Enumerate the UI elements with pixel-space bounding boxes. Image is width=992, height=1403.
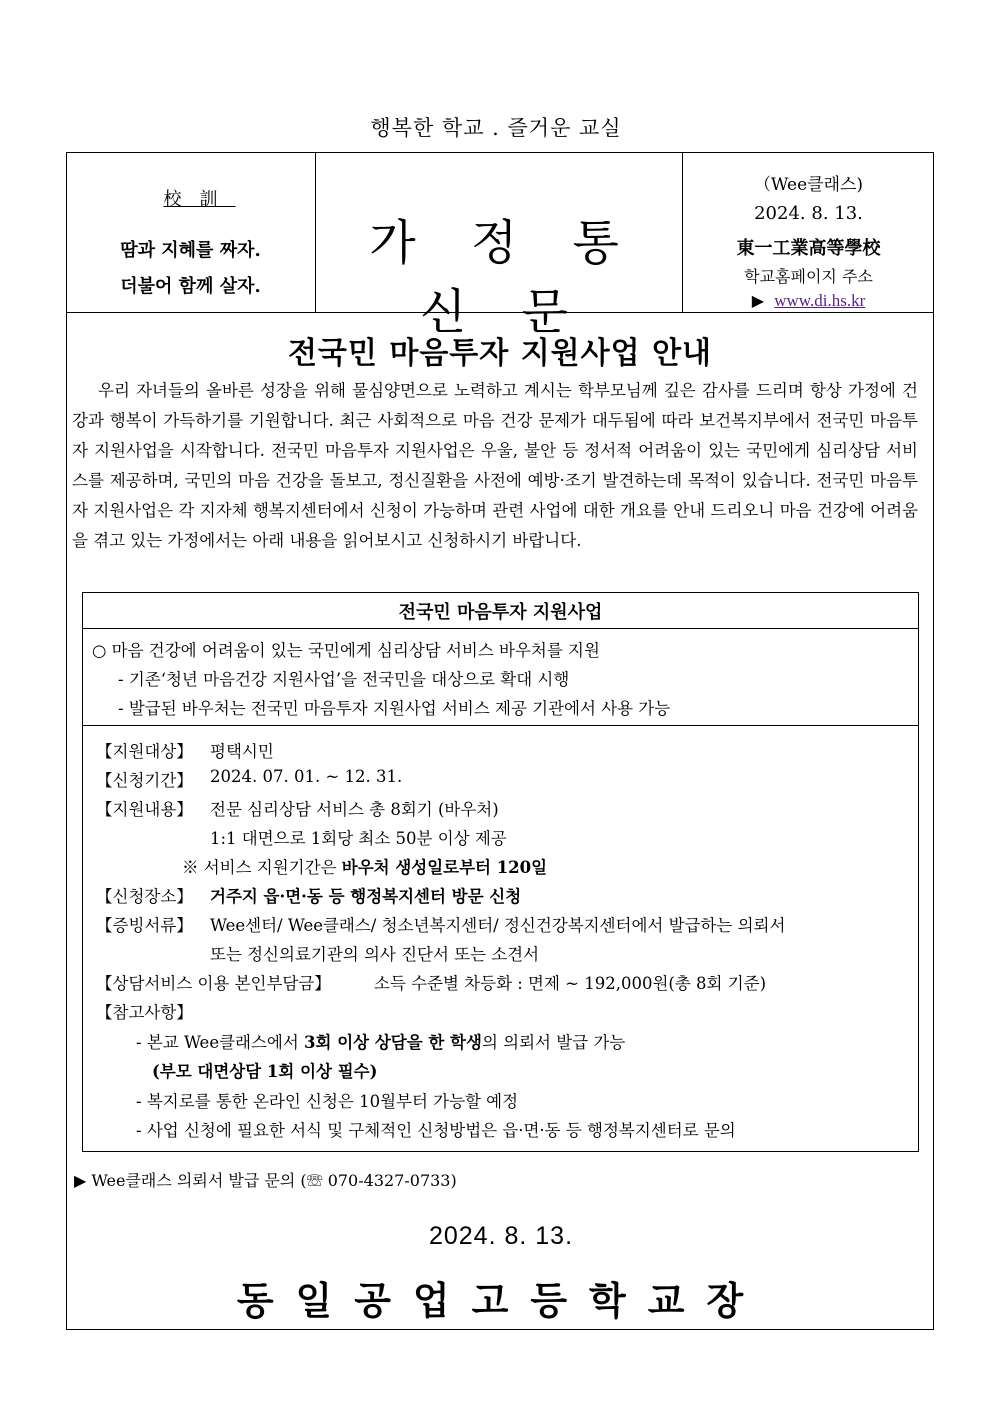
school-name: 東一工業高等學校 (736, 238, 881, 259)
top-slogan: 행복한 학교 . 즐거운 교실 (370, 116, 622, 140)
program-box-title: 전국민 마음투자 지원사업 (398, 602, 603, 623)
newsletter-title: 가 정 통 신 문 (369, 215, 639, 340)
arrow-icon: ▶ (751, 291, 765, 310)
school-motto-title: 校訓 (163, 189, 236, 210)
target-value: 평택시민 (210, 742, 274, 761)
summary-line: - 기존‘청년 마음건강 지원사업’을 전국민을 대상으로 확대 시행 (118, 670, 570, 689)
homepage-label: 학교홈페이지 주소 (744, 267, 873, 286)
document-title: 전국민 마음투자 지원사업 안내 (287, 336, 713, 371)
docs-value: 또는 정신의료기관의 의사 진단서 또는 소견서 (210, 945, 540, 964)
summary-line: ○ 마음 건강에 어려움이 있는 국민에게 심리상담 서비스 바우처를 지원 (92, 641, 600, 660)
notes-label: 【참고사항】 (96, 1003, 193, 1022)
homepage-link[interactable]: www.di.hs.kr (774, 291, 866, 310)
intro-paragraph: 우리 자녀들의 올바른 성장을 위해 물심양면으로 노력하고 계시는 학부모님께 깊은 감사를 드리며 항상 가정에 건강과 행복이 가득하기를 기원합니다. 최근 사회적으로 마음 건강 문제가 대두됨에 따라 보건복지부에서 전국민 마음투자 지원사업을 시작합니다. 전국민 마음투자 지원사업은 우울, 불안 등 정서적 어려움이 있는 국민에게 심리상담 서비스를 제공하며, 국민의 마음 건강을 돌보고, 정신질환을 사전에 예방·조기 발견하는데 목적이 있습니다. 전국민 마음투자 지원사업은 각 지자체 행복지센터에서 신청이 가능하며 관련 사업에 대한 개요를 안내 드리오니 마음 건강에 어려움을 겪고 있는 가정에서는 아래 내용을 읽어보시고 신청하시기 바랍니다. (72, 381, 918, 550)
period-value: 2024. 07. 01. ~ 12. 31. (210, 767, 403, 786)
footer-date: 2024. 8. 13. (428, 1222, 574, 1250)
docs-value: Wee센터/ Wee클래스/ 청소년복지센터/ 정신건강복지센터에서 발급하는 의뢰서 (210, 916, 786, 935)
content-value: 1:1 대면으로 1회당 최소 50분 이상 제공 (210, 829, 507, 848)
school-motto-line: 땀과 지혜를 짜자. (120, 240, 261, 261)
docs-label: 【증빙서류】 (96, 916, 193, 935)
summary-line: - 발급된 바우처는 전국민 마음투자 지원사업 서비스 제공 기관에서 사용 가능 (118, 699, 671, 718)
box-divider (82, 725, 919, 726)
period-label: 【신청기간】 (96, 771, 193, 790)
content-label: 【지원내용】 (96, 800, 193, 819)
target-label: 【지원대상】 (96, 742, 193, 761)
department-label: （Wee클래스) (753, 175, 864, 195)
note-line: - 복지로를 통한 온라인 신청은 10월부터 가능할 예정 (136, 1092, 519, 1111)
place-value: 거주지 읍·면·동 등 행정복지센터 방문 신청 (210, 887, 522, 906)
place-label: 【신청장소】 (96, 887, 193, 906)
box-divider (82, 628, 919, 629)
content-note: ※ 서비스 지원기간은 바우처 생성일로부터 120일 (182, 858, 548, 877)
note-line: (부모 대면상담 1회 이상 필수) (152, 1062, 378, 1081)
school-motto-line: 더불어 함께 살자. (120, 276, 261, 297)
principal-signature: 동일공업고등학교장 (236, 1278, 766, 1323)
fee-value: 소득 수준별 차등화 : 면제 ~ 192,000원(총 8회 기준) (374, 974, 767, 993)
homepage-line (683, 291, 934, 311)
issue-date: 2024. 8. 13. (754, 203, 863, 224)
note-line: - 본교 Wee클래스에서 3회 이상 상담을 한 학생의 의뢰서 발급 가능 (136, 1033, 626, 1052)
contact-note: ▶ Wee클래스 의뢰서 발급 문의 (☏ 070-4327-0733) (74, 1171, 457, 1190)
content-value: 전문 심리상담 서비스 총 8회기 (바우처) (210, 800, 499, 819)
note-line: - 사업 신청에 필요한 서식 및 구체적인 신청방법은 읍·면·동 등 행정복지센터로 문의 (136, 1121, 736, 1140)
fee-label: 【상담서비스 이용 본인부담금】 (96, 974, 331, 993)
